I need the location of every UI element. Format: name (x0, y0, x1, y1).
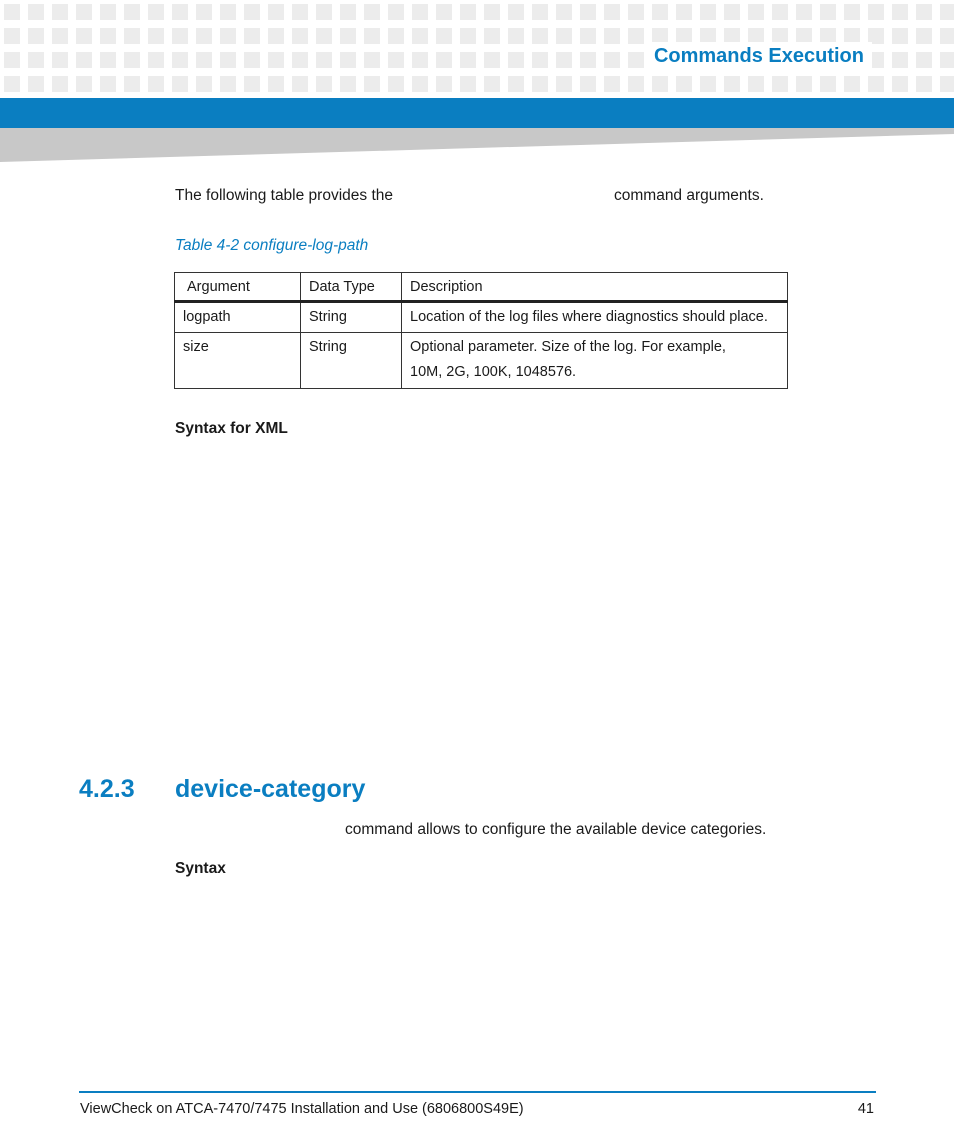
syntax-xml-heading: Syntax for XML (175, 420, 288, 437)
gray-wedge-shape (0, 128, 954, 162)
column-header-data-type: Data Type (301, 273, 402, 302)
header-blue-band (0, 98, 954, 128)
column-header-argument: Argument (175, 273, 301, 302)
footer-document-title: ViewCheck on ATCA-7470/7475 Installation and Use (6806800S49E) (80, 1101, 524, 1117)
cell-description (402, 333, 788, 389)
running-header-title: Commands Execution (646, 42, 872, 70)
cell-description-line: Optional parameter. Size of the log. For example, (410, 339, 726, 355)
cell-data-type: String (301, 302, 402, 333)
table-row (175, 333, 788, 389)
cell-description: Location of the log files where diagnostics should place. (402, 302, 788, 333)
table-header-row (175, 273, 788, 302)
section-body-text: command allows to configure the available device categories. (345, 821, 767, 838)
intro-text-before: The following table provides the (175, 187, 393, 204)
syntax-heading: Syntax (175, 860, 226, 877)
cell-data-type: String (301, 333, 402, 389)
page-number: 41 (857, 1101, 874, 1117)
footer-rule (79, 1091, 876, 1093)
table-row (175, 302, 788, 333)
arguments-table (174, 272, 788, 389)
header-gray-wedge (0, 128, 954, 164)
column-header-description: Description (402, 273, 788, 302)
intro-text-after: command arguments. (614, 187, 764, 204)
section-title: device-category (175, 775, 366, 803)
cell-argument: size (175, 333, 301, 389)
section-number: 4.2.3 (79, 775, 135, 803)
table-caption: Table 4-2 configure-log-path (175, 237, 369, 254)
cell-description-line: 10M, 2G, 100K, 1048576. (410, 364, 577, 380)
cell-argument: logpath (175, 302, 301, 333)
